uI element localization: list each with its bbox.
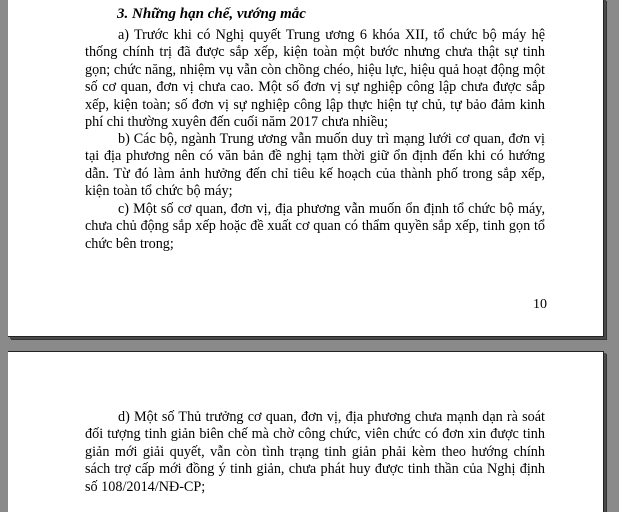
paragraph-c: c) Một số cơ quan, đơn vị, địa phương vẫn muốn ổn định tổ chức bộ máy, chưa chủ động sắp xếp hoặc đề xuất cơ quan có thẩm quyền sắp xếp, tinh gọn tổ chức bên trong; (85, 201, 545, 252)
paragraph-a: a) Trước khi có Nghị quyết Trung ương 6 khóa XII, tổ chức bộ máy hệ thống chính trị đã được sắp xếp, kiện toàn một bước nhưng chưa thật sự tinh gọn; chức năng, nhiệm vụ vẫn còn chồng chéo, hiệu lực, hiệu quả hoạt động một số cơ quan, đơn vị chưa cao. Một số đơn vị sự nghiệp công lập chưa được sắp xếp, kiện toàn; số đơn vị sự nghiệp công lập thực hiện tự chủ, tự bảo đảm kinh phí chi thường xuyên đến cuối năm 2017 chưa nhiều; (85, 27, 545, 131)
page-number: 10 (533, 297, 547, 312)
paragraph-b: b) Các bộ, ngành Trung ương vẫn muốn duy trì mạng lưới cơ quan, đơn vị tại địa phương nên có văn bản đề nghị tạm thời giữ ổn định đến khi có hướng dẫn. Từ đó làm ảnh hưởng đến chỉ tiêu kế hoạch của thành phố trong sắp xếp, kiện toàn tổ chức bộ máy; (85, 131, 545, 200)
section-heading: 3. Những hạn chế, vướng mắc (117, 6, 306, 22)
paragraph-d: d) Một số Thủ trưởng cơ quan, đơn vị, địa phương chưa mạnh dạn rà soát đối tượng tinh giản biên chế mà chờ công chức, viên chức có đơn xin được tinh giản mới giải quyết, vẫn còn tình trạng tinh giản phải kèm theo hướng chính sách trợ cấp mới đồng ý tinh giản, chưa phát huy được tinh thần của Nghị định số 108/2014/NĐ-CP; (85, 409, 545, 495)
